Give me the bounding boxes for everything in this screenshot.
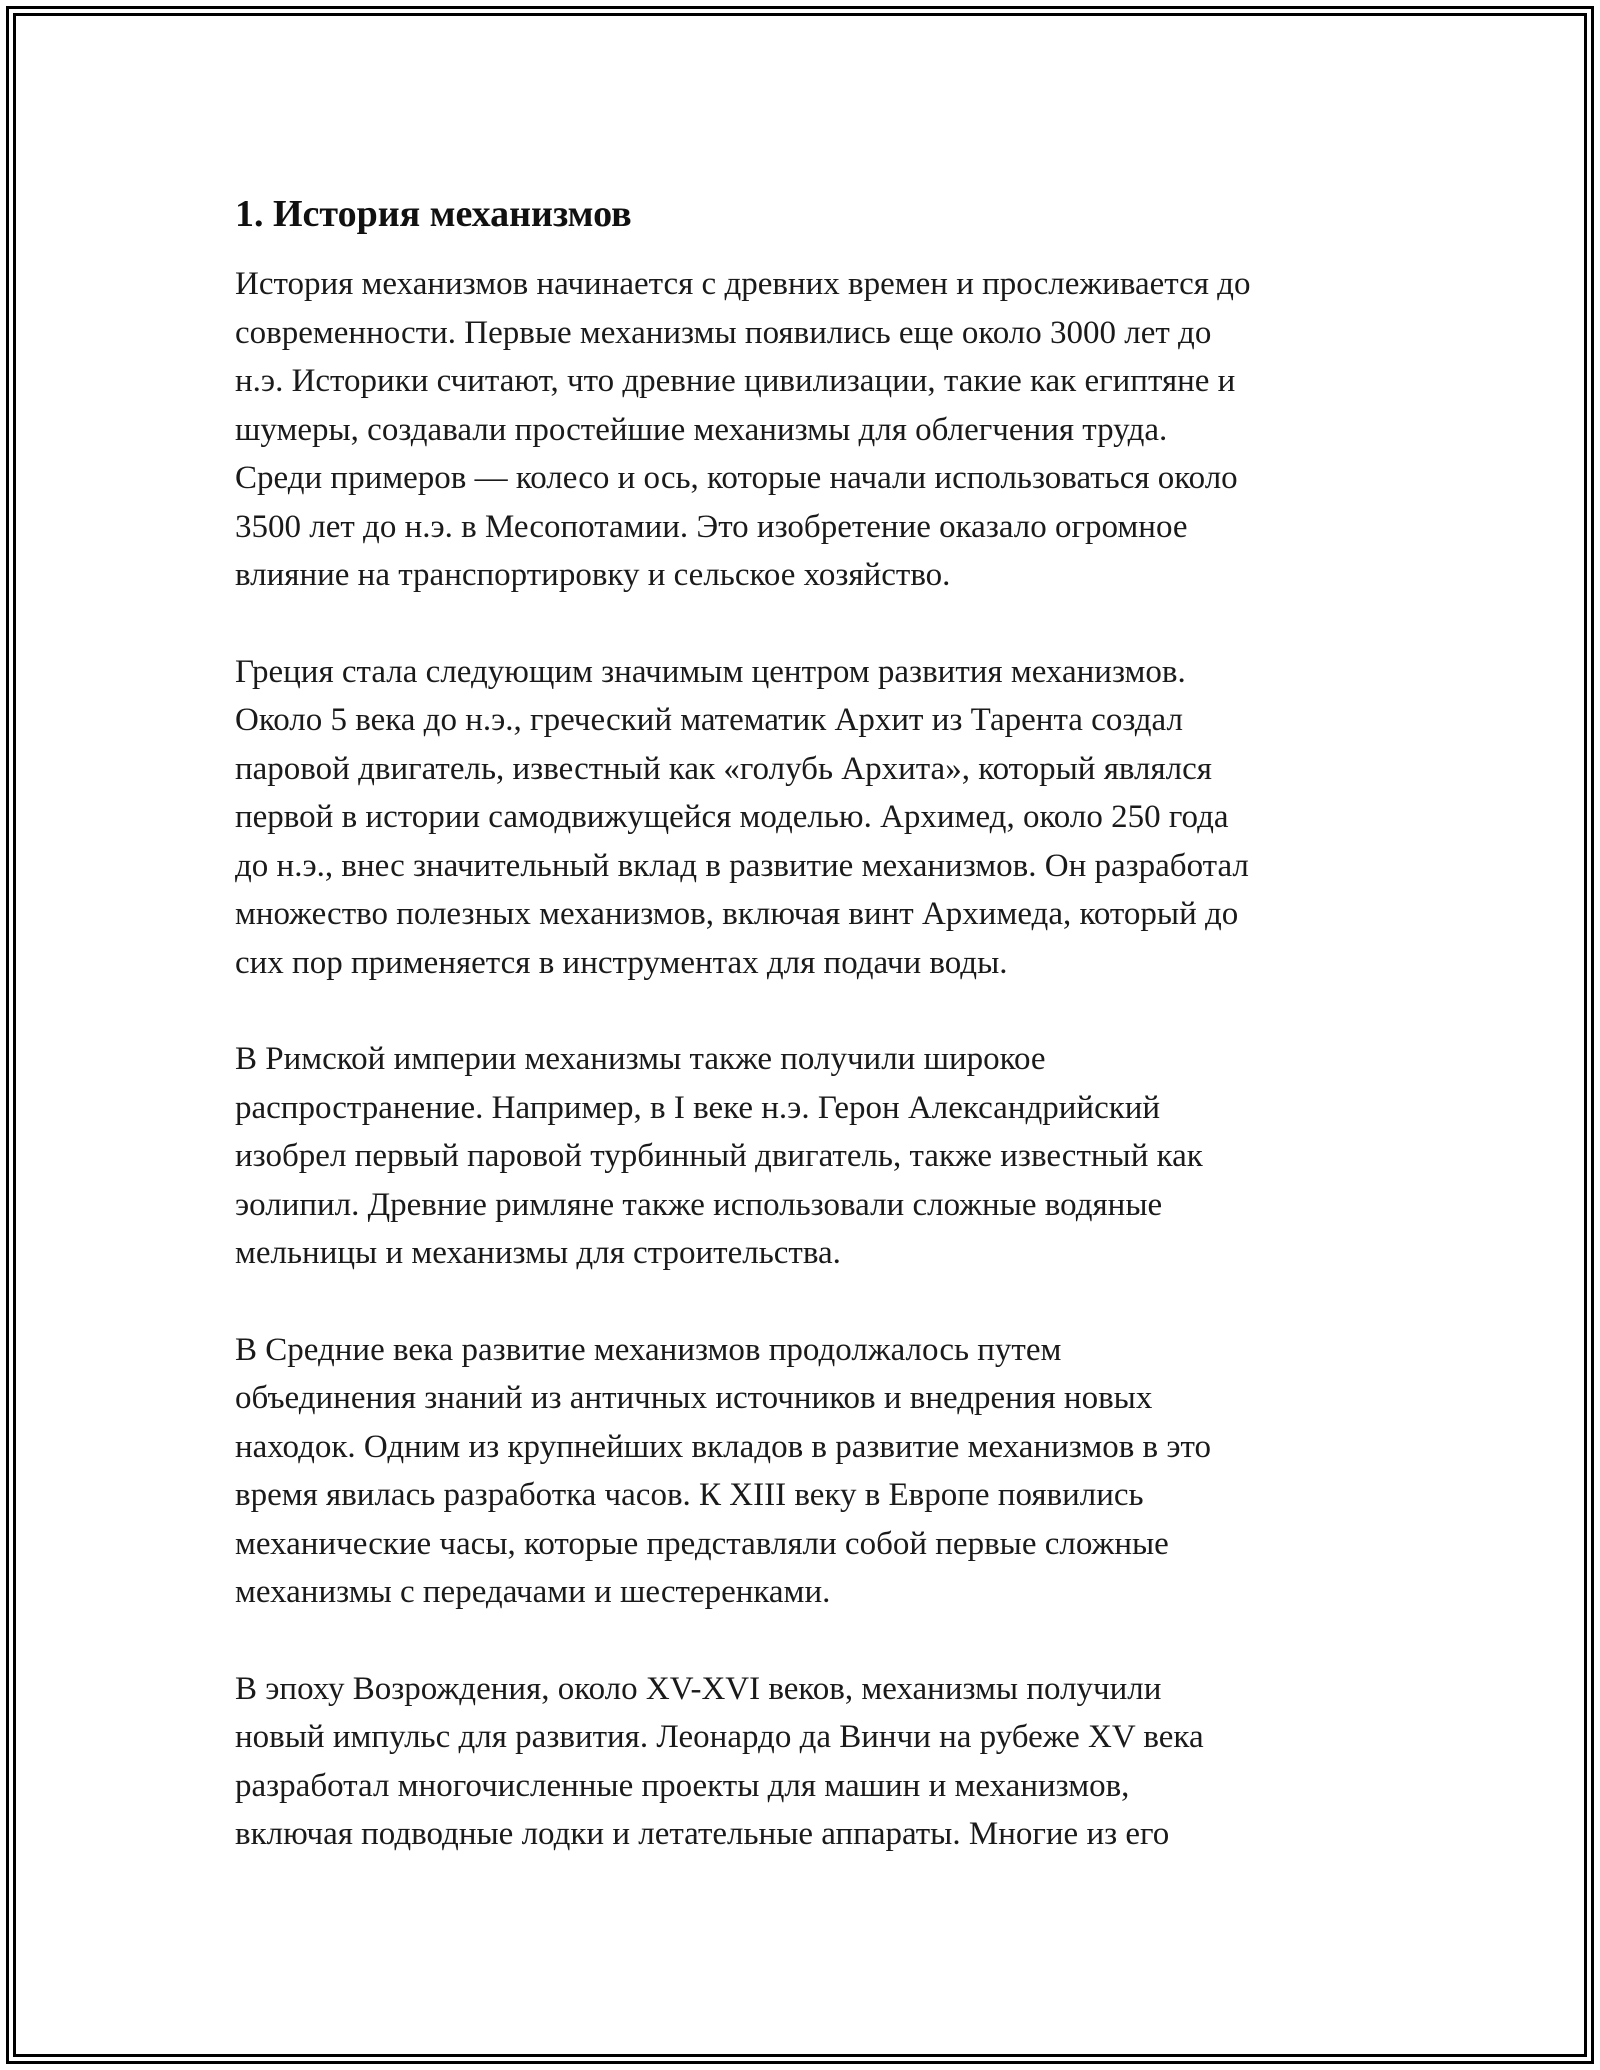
paragraph-ancient: История механизмов начинается с древних времен и прослеживается до современности. Первые механизмы появились еще около 3000 лет до н.э. Историки считают, что древние цивилизации, такие как египтяне и шумеры, создавали простейшие механизмы для облегчения труда. Среди примеров — колесо и ось, которые начали использоваться около 3500 лет до н.э. в Месопотамии. Это изобретение оказало огромное влияние на транспортировку и сельское хозяйство.	[235, 266, 1251, 593]
paragraph-greece: Греция стала следующим значимым центром развития механизмов. Около 5 века до н.э., греческий математик Архит из Тарента создал паровой двигатель, известный как «голубь Архита», который являлся первой в истории самодвижущейся моделью. Архимед, около 250 года до н.э., внес значительный вклад в развитие механизмов. Он разработал множество полезных механизмов, включая винт Архимеда, который до сих пор применяется в инструментах для подачи воды.	[235, 653, 1249, 981]
paragraph-rome: В Римской империи механизмы также получили широкое распространение. Например, в I веке н.э. Герон Александрийский изобрел первый паровой турбинный двигатель, также известный как эолипил. Древние римляне также использовали сложные водяные мельницы и механизмы для строительства.	[235, 1041, 1203, 1271]
paragraph-renaissance: В эпоху Возрождения, около XV-XVI веков, механизмы получили новый импульс для развития. Леонардо да Винчи на рубеже XV века разработал многочисленные проекты для машин и механизмов, включая подводные лодки и летательные аппараты. Многие из его	[235, 1670, 1204, 1852]
paragraph-middle-ages: В Средние века развитие механизмов продолжалось путем объединения знаний из античных источников и внедрения новых находок. Одним из крупнейших вкладов в развитие механизмов в это время явилась разработка часов. К XIII веку в Европе появились механические часы, которые представляли собой первые сложные механизмы с передачами и шестеренками.	[235, 1331, 1212, 1610]
document-page	[235, 190, 1375, 1907]
section-heading: 1. История механизмов	[235, 193, 632, 235]
